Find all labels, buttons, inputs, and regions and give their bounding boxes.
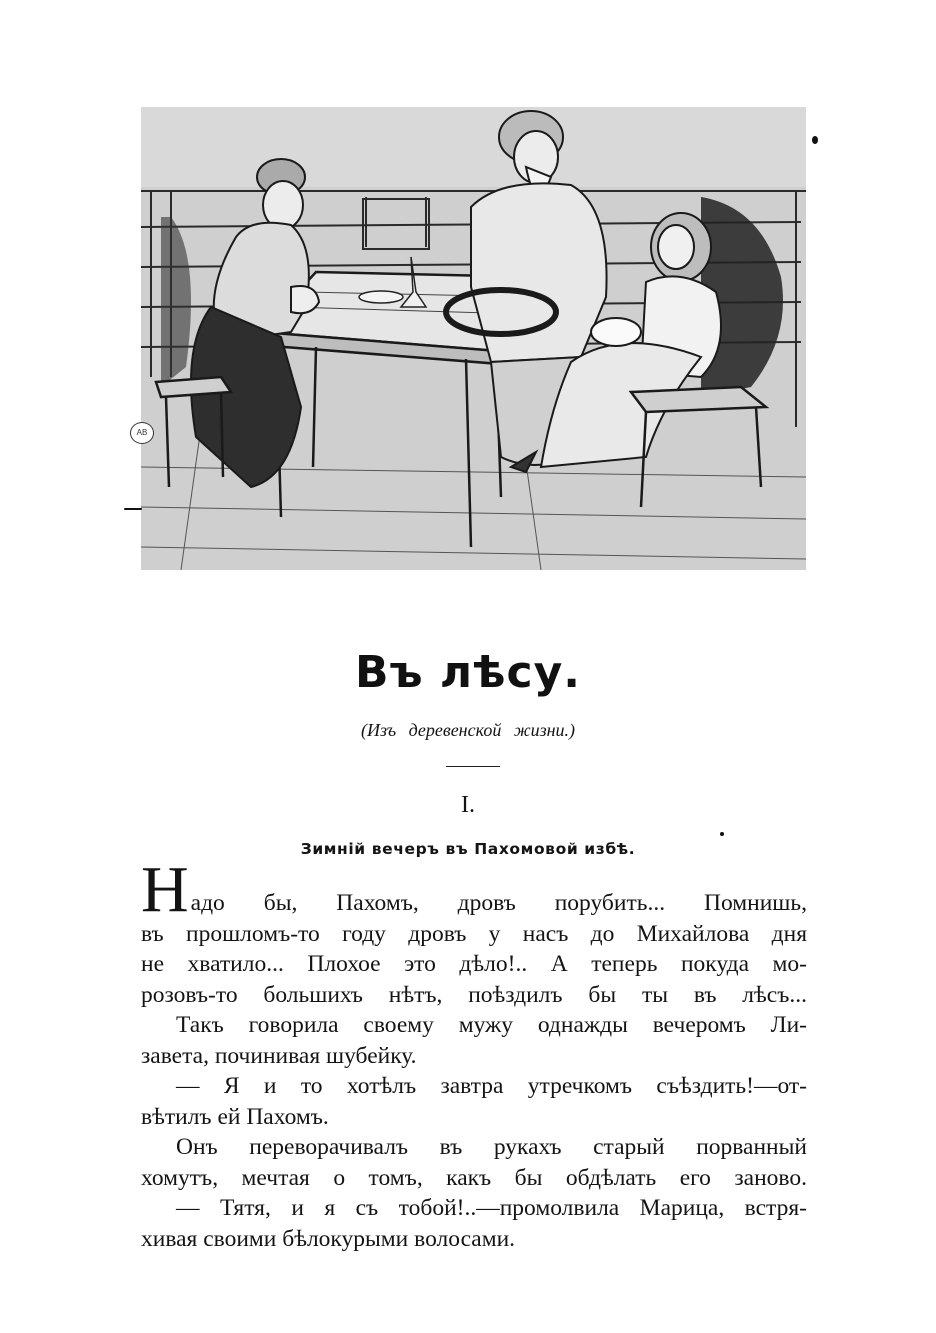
text-line: розовъ-то большихъ нѣтъ, поѣздилъ бы ты въ лѣсъ... — [141, 981, 807, 1008]
text-line: адо бы, Пахомъ, дровъ порубить... Помнишь, — [190, 890, 807, 916]
divider-rule — [446, 766, 500, 767]
print-speck — [124, 508, 142, 510]
text-line: — Тятя, и я съ тобой!..—промолвила Марица, встря- — [176, 1195, 807, 1221]
text-line: — Я и то хотѣлъ завтра утречкомъ съѣздить!—от- — [176, 1073, 807, 1099]
page-title: Въ лѣсу. — [354, 647, 581, 698]
illustrator-monogram: AB — [130, 422, 154, 444]
text-line: Онъ переворачивалъ въ рукахъ старый порванный — [176, 1134, 807, 1160]
paragraph-3 — [141, 1071, 807, 1132]
illustration — [141, 107, 806, 570]
chapter-title: Зимній вечеръ въ Пахомовой избѣ. — [300, 840, 636, 858]
print-speck — [812, 136, 818, 144]
text-line: въ прошломъ-то году дровъ у насъ до Михайлова дня — [141, 920, 807, 947]
text-line: хивая своими бѣлокурыми волосами. — [141, 1225, 516, 1252]
body-text — [141, 853, 807, 1254]
paragraph-1 — [141, 853, 807, 1010]
illustration-drawing — [141, 107, 806, 570]
text-line: хомутъ, мечтая о томъ, какъ бы обдѣлать его заново. — [141, 1164, 807, 1191]
subtitle: (Изъ деревенской жизни.) — [360, 720, 576, 740]
text-line: завета, починивая шубейку. — [141, 1042, 417, 1069]
paragraph-5 — [141, 1193, 807, 1254]
text-line: не хватило... Плохое это дѣло!.. А теперь покуда мо- — [141, 951, 807, 977]
paragraph-2 — [141, 1010, 807, 1071]
print-speck — [720, 832, 724, 836]
chapter-number: I. — [461, 792, 475, 818]
text-line: вѣтилъ ей Пахомъ. — [141, 1103, 329, 1130]
drop-cap: Н — [141, 853, 189, 926]
paragraph-4 — [141, 1132, 807, 1193]
text-line: Такъ говорила своему мужу однажды вечеромъ Ли- — [176, 1012, 807, 1038]
